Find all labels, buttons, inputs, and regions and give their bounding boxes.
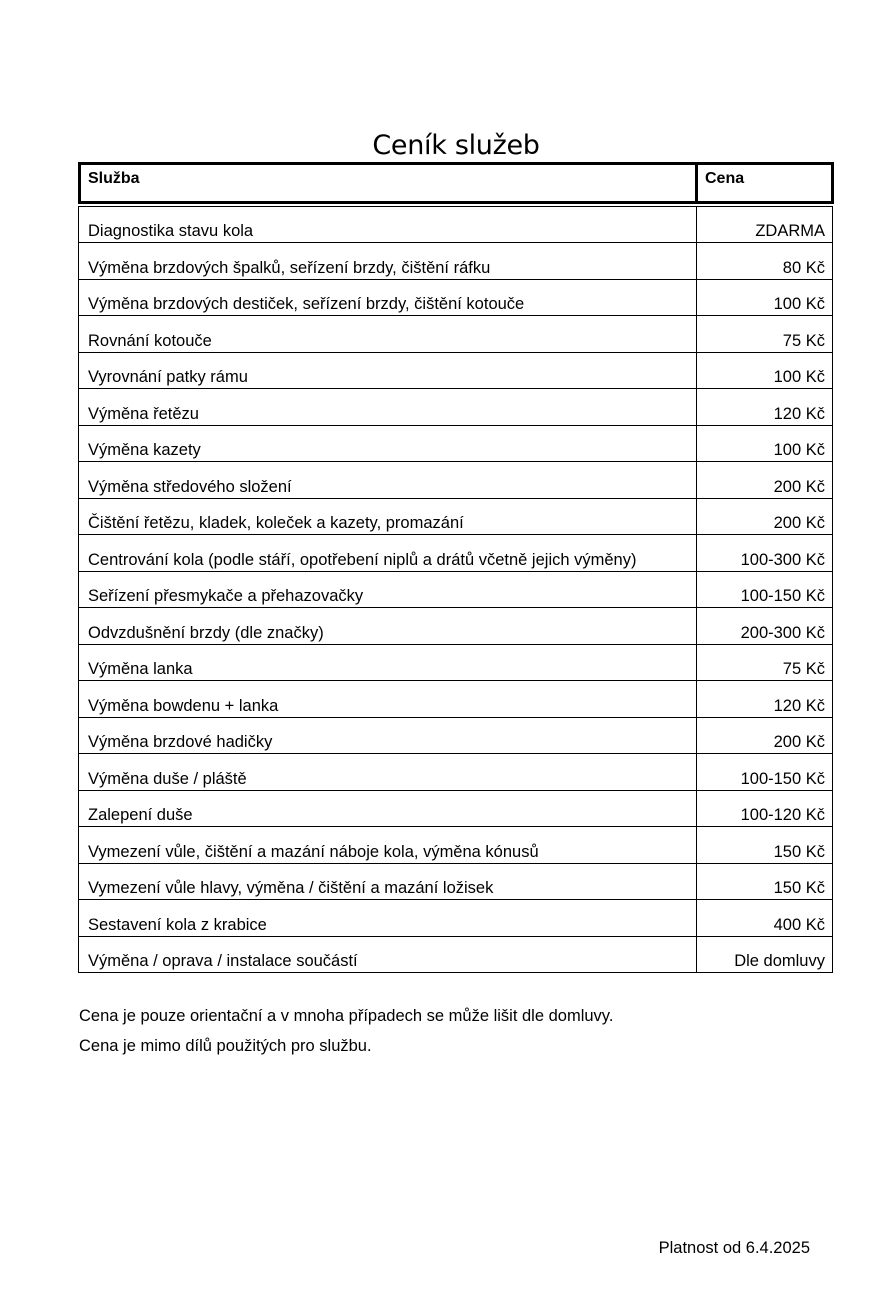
note-orientational: Cena je pouze orientační a v mnoha případech se může lišit dle domluvy.	[79, 1007, 614, 1025]
service-name: Seřízení přesmykače a přehazovačky	[79, 572, 697, 608]
table-row	[79, 607, 832, 644]
service-name: Odvzdušnění brzdy (dle značky)	[79, 608, 697, 644]
service-price: 150 Kč	[773, 842, 825, 861]
service-name: Diagnostika stavu kola	[79, 207, 697, 242]
table-row	[79, 936, 832, 973]
service-name: Výměna brzdové hadičky	[79, 718, 697, 754]
service-name: Výměna duše / pláště	[79, 754, 697, 790]
service-name: Výměna středového složení	[79, 462, 697, 498]
header-price: Cena	[705, 170, 745, 187]
table-row	[79, 242, 832, 279]
table-row	[79, 790, 832, 827]
table-row	[79, 680, 832, 717]
table-row	[79, 644, 832, 681]
notes	[79, 1001, 613, 1061]
table-row	[79, 388, 832, 425]
note-parts-excluded: Cena je mimo dílů použitých pro službu.	[79, 1037, 372, 1055]
table-row	[79, 571, 832, 608]
header-service: Služba	[81, 165, 698, 201]
service-price: 100-150 Kč	[740, 769, 825, 788]
table-row	[79, 534, 832, 571]
table-header	[78, 162, 834, 204]
table-row	[79, 352, 832, 389]
service-price: 200 Kč	[773, 733, 825, 751]
service-price: Dle domluvy	[734, 952, 825, 970]
service-price: 120 Kč	[773, 404, 825, 423]
table-row	[79, 461, 832, 498]
validity-date: Platnost od 6.4.2025	[658, 1239, 810, 1257]
service-name: Výměna brzdových špalků, seřízení brzdy, čištění ráfku	[79, 243, 697, 279]
table-row	[79, 826, 832, 863]
page-title: Ceník služeb	[372, 130, 540, 162]
service-price: 150 Kč	[773, 879, 825, 897]
table-row	[79, 899, 832, 936]
service-name: Výměna lanka	[79, 645, 697, 681]
service-price: 100-120 Kč	[740, 806, 825, 824]
service-name: Rovnání kotouče	[79, 316, 697, 352]
price-table	[78, 206, 833, 973]
service-price: 200-300 Kč	[740, 623, 825, 642]
service-price: 100-150 Kč	[740, 587, 825, 605]
service-price: 100 Kč	[773, 441, 825, 459]
table-row	[79, 863, 832, 900]
table-row	[79, 753, 832, 790]
service-name: Výměna řetězu	[79, 389, 697, 425]
service-price: 100 Kč	[773, 368, 825, 386]
service-price: 75 Kč	[782, 660, 825, 678]
service-price: 200 Kč	[773, 514, 825, 532]
service-price: 100 Kč	[773, 295, 825, 313]
service-name: Výměna / oprava / instalace součástí	[79, 937, 697, 973]
service-name: Výměna bowdenu + lanka	[79, 681, 697, 717]
service-name: Sestavení kola z krabice	[79, 900, 697, 936]
service-name: Vymezení vůle hlavy, výměna / čištění a mazání ložisek	[79, 864, 697, 900]
table-row	[79, 717, 832, 754]
service-price: 100-300 Kč	[740, 550, 825, 569]
service-name: Zalepení duše	[79, 791, 697, 827]
service-name: Vyrovnání patky rámu	[79, 353, 697, 389]
service-price: 80 Kč	[782, 258, 825, 277]
table-row	[79, 206, 832, 242]
service-name: Vymezení vůle, čištění a mazání náboje kola, výměna kónusů	[79, 827, 697, 863]
table-row	[79, 279, 832, 316]
service-name: Centrování kola (podle stáří, opotřebení niplů a drátů včetně jejich výměny)	[79, 535, 697, 571]
service-name: Výměna brzdových destiček, seřízení brzdy, čištění kotouče	[79, 280, 697, 316]
service-price: 75 Kč	[782, 331, 825, 350]
service-price: 200 Kč	[773, 477, 825, 496]
table-row	[79, 315, 832, 352]
service-name: Výměna kazety	[79, 426, 697, 462]
service-price: 400 Kč	[773, 915, 825, 934]
table-row	[79, 498, 832, 535]
service-price: 120 Kč	[773, 696, 825, 715]
table-row	[79, 425, 832, 462]
service-name: Čištění řetězu, kladek, koleček a kazety, promazání	[79, 499, 697, 535]
service-price: ZDARMA	[755, 222, 825, 240]
